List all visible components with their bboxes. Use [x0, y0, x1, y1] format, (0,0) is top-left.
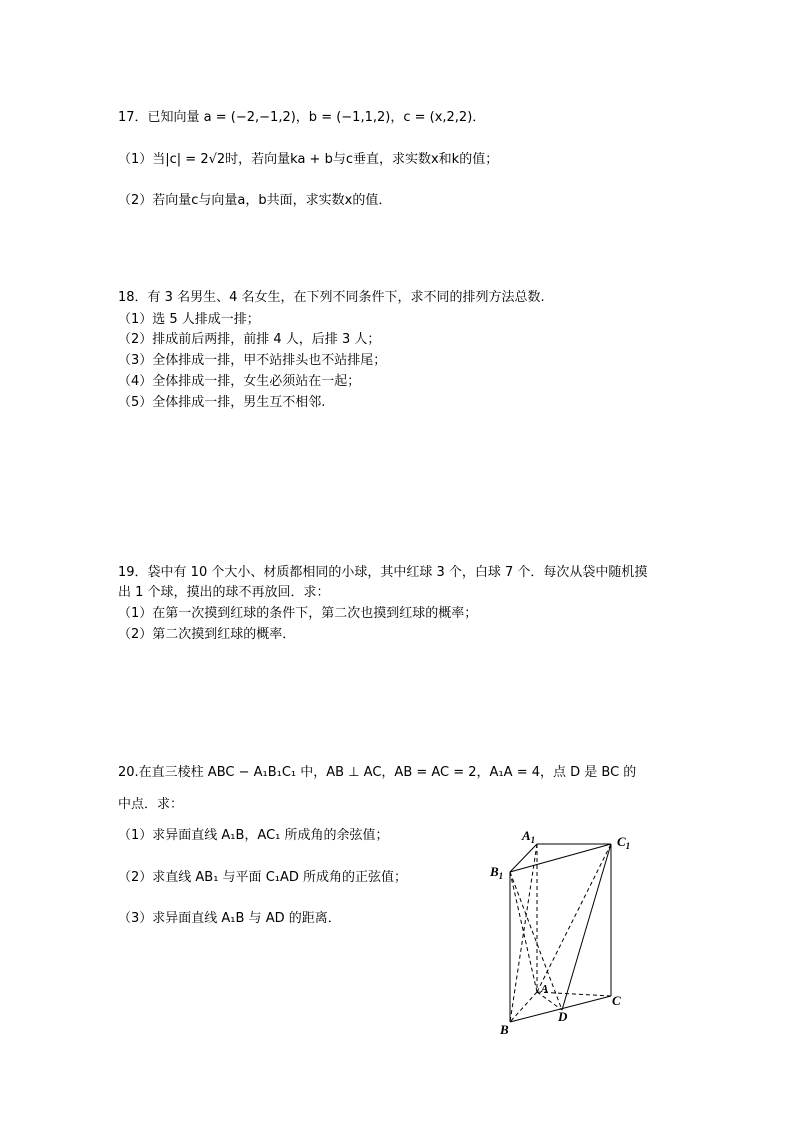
- q19-part1: （1）在第一次摸到红球的条件下，第二次也摸到红球的概率；: [118, 606, 478, 621]
- q20-stem-line2: 中点．求：: [118, 797, 184, 812]
- q19-stem-line1: 19．袋中有 10 个大小、材质都相同的小球，其中红球 3 个，白球 7 个．每次从袋中随机摸: [118, 565, 648, 580]
- q18-part3: （3）全体排成一排，甲不站排头也不站排尾；: [118, 353, 387, 368]
- q18-part2: （2）排成前后两排，前排 4 人，后排 3 人；: [118, 332, 381, 347]
- label-B: B: [500, 1022, 509, 1037]
- q18-stem: 18．有 3 名男生、4 名女生，在下列不同条件下，求不同的排列方法总数.: [118, 290, 545, 305]
- label-C: C: [612, 993, 621, 1008]
- label-D: D: [558, 1009, 568, 1024]
- q18-part1: （1）选 5 人排成一排；: [118, 312, 260, 327]
- q20-stem-line1: 20.在直三棱柱 ABC − A₁B₁C₁ 中，AB ⊥ AC，AB = AC = 2，A₁A = 4，点 D 是 BC 的: [118, 765, 637, 780]
- q18-part4: （4）全体排成一排，女生必须站在一起；: [118, 374, 361, 389]
- label-C1: $C_1$: [617, 834, 631, 851]
- q20-part3: （3）求异面直线 A₁B 与 AD 的距离．: [118, 911, 341, 926]
- q19-stem-line2: 出 1 个球，摸出的球不再放回．求：: [118, 585, 330, 600]
- q17-part1: （1）当|c| = 2√2时，若向量ka + b与c垂直，求实数x和k的值；: [118, 152, 499, 167]
- q17-part2: （2）若向量c与向量a，b共面，求实数x的值．: [118, 193, 392, 208]
- q19-part2: （2）第二次摸到红球的概率．: [118, 627, 296, 642]
- label-A1: $A_1$: [522, 828, 536, 845]
- q20-part1: （1）求异面直线 A₁B，AC₁ 所成角的余弦值；: [118, 828, 389, 843]
- prism-diagram: [480, 822, 650, 1042]
- q20-part2: （2）求直线 AB₁ 与平面 C₁AD 所成角的正弦值；: [118, 870, 408, 885]
- label-B1: $B_1$: [490, 864, 504, 881]
- prism-figure: [480, 822, 650, 1042]
- q18-part5: （5）全体排成一排，男生互不相邻.: [118, 395, 326, 410]
- q17-stem: 17．已知向量 a = (−2,−1,2)，b = (−1,1,2)，c = (x,2,2)．: [118, 110, 486, 125]
- label-A: A: [541, 983, 549, 995]
- edge-B1C1: [510, 844, 611, 872]
